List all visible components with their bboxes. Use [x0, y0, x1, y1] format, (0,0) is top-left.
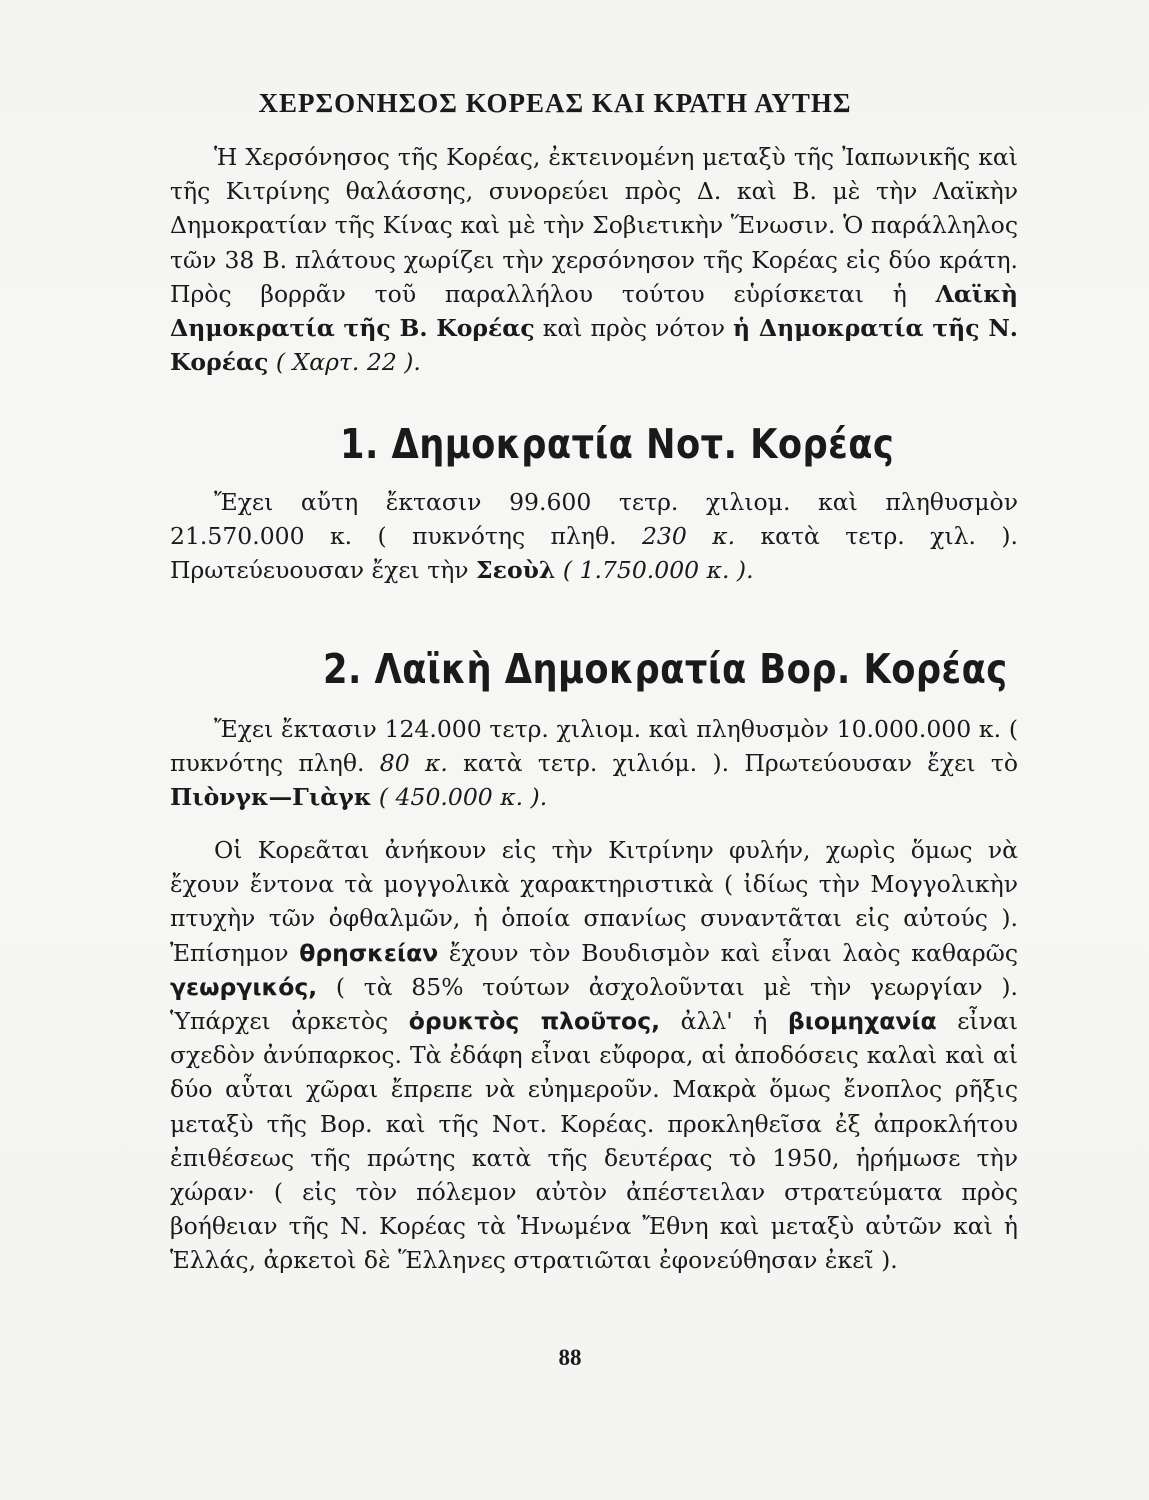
- body-text-4: ἀλλ' ἡ: [660, 1007, 788, 1036]
- intro-paragraph: [170, 140, 1018, 379]
- section-1-heading: 1. Δημοκρατία Νοτ. Κορέας: [340, 420, 895, 468]
- section-1-density: 230 κ.: [641, 522, 736, 551]
- body-text-2: ἔχουν τὸν Βουδισμὸν καὶ εἶναι λαὸς καθαρῶς: [438, 938, 1018, 967]
- intro-map-reference: ( Χαρτ. 22 ).: [268, 348, 421, 377]
- body-bold-religion: θρησκείαν: [299, 938, 439, 967]
- page-title: ΧΕΡΣΟΝΗΣΟΣ ΚΟΡΕΑΣ ΚΑΙ ΚΡΑΤΗ ΑΥΤΗΣ: [258, 88, 852, 118]
- section-2-capital-population: ( 450.000 κ. ).: [371, 783, 548, 812]
- intro-bold-north: Λαϊκὴ Δημοκρατία τῆς Β. Κορέας: [170, 279, 1018, 343]
- intro-text-1: Ἡ Χερσόνησος τῆς Κορέας, ἐκτεινομένη μεταξὺ τῆς Ἰαπωνικῆς καὶ τῆς Κιτρίνης θαλάσσης, συνορεύει πρὸς Δ. καὶ Β. μὲ τὴν Λαϊκὴν Δημοκρατίαν τῆς Κίνας καὶ μὲ τὴν Σοβιετικὴν Ἕνωσιν. Ὁ παράλληλος τῶν 38 Β. πλάτους χωρίζει τὴν χερσόνησον τῆς Κορέας εἰς δύο κράτη. Πρὸς βορρᾶν τοῦ παραλλήλου τούτου εὑρίσκεται ἡ: [170, 143, 1018, 308]
- page-number: 88: [558, 1345, 582, 1370]
- section-1-paragraph: [170, 485, 1018, 588]
- intro-bold-south: ἡ Δημοκρατία τῆς Ν. Κορέας: [170, 314, 1018, 377]
- intro-text-2: καὶ πρὸς νότον: [534, 314, 734, 343]
- body-bold-industry: βιομηχανία: [787, 1007, 937, 1036]
- body-bold-mineral-wealth: ὀρυκτὸς πλοῦτος,: [408, 1007, 661, 1036]
- body-bold-agricultural: γεωργικός,: [170, 972, 318, 1001]
- section-1-capital-population: ( 1.750.000 κ. ).: [555, 556, 754, 585]
- section-2-text-2: κατὰ τετρ. χιλιόμ. ). Πρωτεύουσαν ἔχει τὸ: [447, 749, 1018, 778]
- section-2-capital: Πιὸνγκ—Γιὰγκ: [170, 783, 372, 812]
- body-text-3: ( τὰ 85% τούτων ἀσχολοῦνται μὲ τὴν γεωργίαν ). Ὑπάρχει ἀρκετὸς: [170, 972, 1018, 1036]
- body-paragraph: [170, 833, 1018, 1278]
- section-2-text-1: Ἔχει ἔκτασιν 124.000 τετρ. χιλιομ. καὶ πληθυσμὸν 10.000.000 κ. ( πυκνότης πληθ.: [170, 715, 1018, 778]
- section-2-heading: 2. Λαϊκὴ Δημοκρατία Βορ. Κορέας: [323, 645, 1008, 693]
- section-2-density: 80 κ.: [379, 749, 448, 778]
- section-1-capital: Σεοὺλ: [476, 556, 556, 585]
- section-1-text-1: Ἔχει αὔτη ἔκτασιν 99.600 τετρ. χιλιομ. καὶ πληθυσμὸν 21.570.000 κ. ( πυκνότης πληθ.: [170, 488, 1018, 551]
- body-text-5: εἶναι σχεδὸν ἀνύπαρκος. Τὰ ἐδάφη εἶναι εὔφορα, αἱ ἀποδόσεις καλαὶ καὶ αἱ δύο αὗται χῶραι ἔπρεπε νὰ εὐημεροῦν. Μακρὰ ὅμως ἔνοπλος ρῆξις μεταξὺ τῆς Βορ. καὶ τῆς Νοτ. Κορέας. προκληθεῖσα ἐξ ἀπροκλήτου ἐπιθέσεως τῆς πρώτης κατὰ τῆς δευτέρας τὸ 1950, ἠρήμωσε τὴν χώραν· ( εἰς τὸν πόλεμον αὐτὸν ἀπέστειλαν στρατεύματα πρὸς βοήθειαν τῆς Ν. Κορέας τὰ Ἡνωμένα Ἔθνη καὶ μεταξὺ αὐτῶν καὶ ἡ Ἑλλάς, ἀρκετοὶ δὲ Ἕλληνες στρατιῶται ἐφονεύθησαν ἐκεῖ ).: [170, 1007, 1018, 1275]
- body-text-1: Οἱ Κορεᾶται ἀνήκουν εἰς τὴν Κιτρίνην φυλήν, χωρὶς ὅμως νὰ ἔχουν ἔντονα τὰ μογγολικὰ χαρακτηριστικὰ ( ἰδίως τὴν Μογγολικὴν πτυχὴν τῶν ὀφθαλμῶν, ἡ ὁποία σπανίως συναντᾶται εἰς αὐτούς ). Ἐπίσημον: [170, 836, 1018, 967]
- section-2-paragraph: [170, 712, 1018, 815]
- section-1-text-2: κατὰ τετρ. χιλ. ). Πρωτεύευουσαν ἔχει τὴν: [170, 522, 1018, 585]
